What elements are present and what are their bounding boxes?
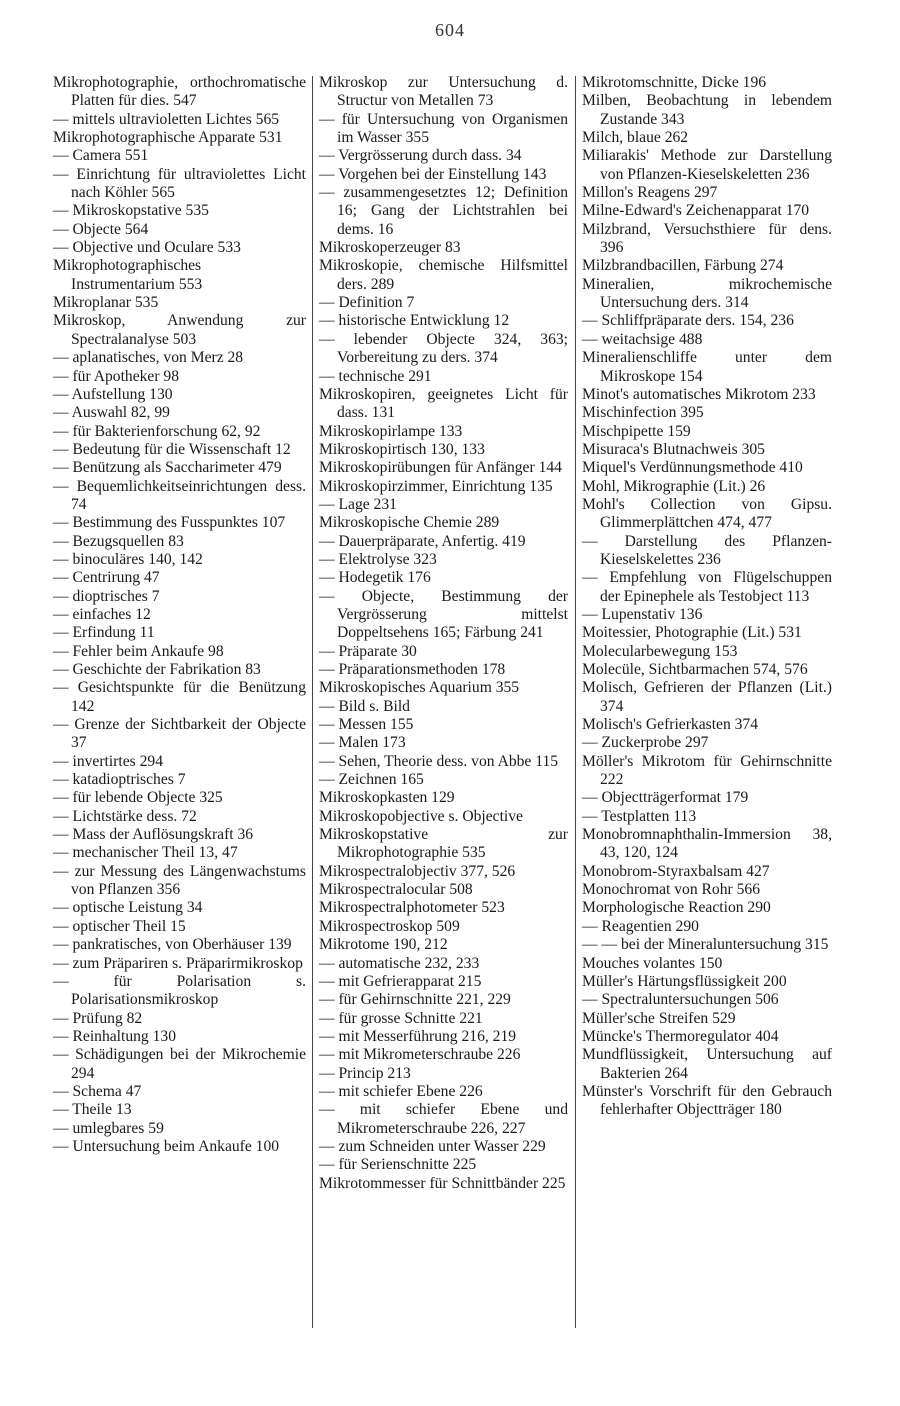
index-entry: — automatische 232, 233	[319, 954, 480, 972]
index-entry: Müller's Härtungsflüssigkeit 200	[582, 972, 787, 990]
index-entry: — mechanischer Theil 13, 47	[53, 844, 238, 862]
index-entry: — Vergrösserung durch dass. 34	[319, 147, 522, 165]
index-entry: — Objecte, Bestimmung der Vergrösserung mittelst Doppeltsehens 165; Färbung 241	[319, 587, 568, 642]
index-entry: — zusammengesetztes 12; Definition 16; Gang der Lichtstrahlen bei dems. 16	[319, 184, 568, 238]
index-entry: Molisch's Gefrierkasten 374	[582, 716, 759, 734]
index-entry: — katadioptrisches 7	[53, 771, 186, 789]
index-entry: Milzbrandbacillen, Färbung 274	[582, 257, 784, 275]
index-entry: — für Bakterienforschung 62, 92	[53, 422, 261, 440]
index-entry: — für grosse Schnitte 221	[319, 1009, 483, 1027]
index-entry: — für Serienschnitte 225	[319, 1156, 477, 1174]
index-entry: Mikroskopirübungen für Anfänger 144	[319, 459, 562, 477]
index-entry: — mittels ultravioletten Lichtes 565	[53, 110, 280, 128]
index-entry: — für Untersuchung von Organismen im Wasser 355	[319, 110, 568, 147]
index-entry: Mikrotomschnitte, Dicke 196	[582, 74, 767, 91]
index-entry: Mikroskop zur Untersuchung d. Structur von Metallen 73	[319, 74, 568, 110]
index-entry: — historische Entwicklung 12	[319, 312, 510, 330]
index-entry: — optischer Theil 15	[53, 917, 186, 935]
index-entry: Mischinfection 395	[582, 404, 704, 422]
index-entry: — Mikroskopstative 535	[53, 202, 209, 220]
index-entry: — einfaches 12	[53, 605, 151, 623]
index-entry: Mikroskopkasten 129	[319, 789, 455, 807]
index-entry: — Bedeutung für die Wissenschaft 12	[53, 440, 291, 458]
index-entry: Mikrotome 190, 212	[319, 936, 448, 954]
index-entry: Mikroskopisches Aquarium 355	[319, 679, 520, 697]
index-entry: — Objectträgerformat 179	[582, 789, 749, 807]
page-number: 604	[435, 20, 465, 40]
index-entry: Monobrom-Styraxbalsam 427	[582, 862, 770, 880]
index-entry: Mikroskopirlampe 133	[319, 422, 463, 440]
index-entry: — Prüfung 82	[53, 1009, 143, 1027]
index-entry: — für Polarisation s. Polarisationsmikroskop	[53, 972, 306, 1009]
index-entry: Mineralien, mikrochemische Untersuchung ders. 314	[582, 275, 832, 312]
index-entry: — Definition 7	[319, 294, 415, 312]
index-entry: Mikroskopstative zur Mikrophotographie 535	[319, 826, 568, 862]
index-entry: — optische Leistung 34	[53, 899, 203, 917]
index-entry: — Lupenstativ 136	[582, 605, 703, 623]
index-entry: — Reagentien 290	[582, 917, 699, 935]
index-entry: Monobromnaphthalin-Immersion 38, 43, 120, 124	[582, 826, 832, 862]
index-entry: — Spectraluntersuchungen 506	[582, 991, 779, 1009]
index-entry: — Präparate 30	[319, 642, 417, 660]
index-entry: — Darstellung des Pflanzen-Kieselskelettes 236	[582, 532, 832, 568]
index-entry: — weitachsige 488	[582, 330, 703, 348]
index-entry: — Vorgehen bei der Einstellung 143	[319, 165, 547, 183]
index-entry: — Bequemlichkeitseinrichtungen dess. 74	[53, 477, 306, 513]
index-entry: Mischpipette 159	[582, 422, 691, 440]
index-entry: — Mass der Auflösungskraft 36	[53, 826, 254, 844]
index-entry: Morphologische Reaction 290	[582, 899, 771, 917]
index-entry: Mundflüssigkeit, Untersuchung auf Bakterien 264	[582, 1046, 832, 1082]
index-entry: — Präparationsmethoden 178	[319, 661, 506, 678]
index-entry: — Erfindung 11	[53, 624, 155, 642]
index-entry: Mikrospectralobjectiv 377, 526	[319, 862, 516, 880]
index-entry: — Schliffpräparate ders. 154, 236	[582, 312, 794, 330]
index-entry: — Bezugsquellen 83	[53, 532, 184, 550]
index-entry: — Aufstellung 130	[53, 385, 173, 403]
index-entry: Mikroskopirzimmer, Einrichtung 135	[319, 477, 553, 495]
column-divider	[312, 76, 313, 1328]
index-entry: Mikrospectralocular 508	[319, 881, 473, 899]
index-column-right	[582, 74, 832, 1120]
index-entry: — zum Schneiden unter Wasser 229	[319, 1137, 546, 1155]
index-entry: — Benützung als Saccharimeter 479	[53, 459, 282, 477]
index-entry: — Sehen, Theorie dess. von Abbe 115	[319, 752, 559, 770]
index-entry: — für Apotheker 98	[53, 367, 180, 385]
index-entry: — binoculäres 140, 142	[53, 550, 203, 568]
index-entry: — Geschichte der Fabrikation 83	[53, 661, 261, 678]
index-entry: — lebender Objecte 324, 363; Vorbereitung zu ders. 374	[319, 330, 568, 367]
index-entry: — mit Mikrometerschraube 226	[319, 1046, 521, 1064]
index-entry: — Empfehlung von Flügelschuppen der Epinephele als Testobject 113	[582, 569, 832, 605]
index-entry: — Hodegetik 176	[319, 569, 431, 587]
index-entry: — mit schiefer Ebene und Mikrometerschraube 226, 227	[319, 1101, 568, 1137]
index-entry: Monochromat von Rohr 566	[582, 881, 761, 899]
index-entry: — Objective und Oculare 533	[53, 239, 241, 257]
index-entry: Mikroplanar 535	[53, 294, 159, 312]
index-entry: — Bild s. Bild	[319, 697, 410, 715]
index-entry: — aplanatisches, von Merz 28	[53, 349, 244, 367]
index-entry: — Objecte 564	[53, 220, 149, 238]
index-entry: — Auswahl 82, 99	[53, 404, 170, 422]
index-entry: — Elektrolyse 323	[319, 550, 437, 568]
index-entry: — Fehler beim Ankaufe 98	[53, 642, 224, 660]
index-entry: Moitessier, Photographie (Lit.) 531	[582, 624, 802, 642]
index-entry: — Lage 231	[319, 495, 397, 513]
index-entry: Mikrophotographisches Instrumentarium 553	[53, 257, 203, 293]
index-entry: Mikroskopie, chemische Hilfsmittel ders. 289	[319, 257, 568, 293]
index-entry: — Einrichtung für ultraviolettes Licht nach Köhler 565	[53, 165, 306, 202]
index-entry: — — bei der Mineraluntersuchung 315	[582, 936, 829, 954]
index-entry: — mit Messerführung 216, 219	[319, 1027, 517, 1045]
index-entry: Misuraca's Blutnachweis 305	[582, 440, 765, 458]
index-entry: — Centrirung 47	[53, 569, 160, 587]
index-entry: — Schädigungen bei der Mikrochemie 294	[53, 1046, 306, 1082]
index-entry: — mit Gefrierapparat 215	[319, 972, 482, 990]
index-column-left	[53, 74, 306, 1156]
index-entry: — Malen 173	[319, 734, 406, 752]
index-entry: — pankratisches, von Oberhäuser 139	[53, 936, 292, 954]
index-entry: Miquel's Verdünnungsmethode 410	[582, 459, 803, 477]
index-entry: — Messen 155	[319, 716, 414, 734]
index-entry: — Testplatten 113	[582, 807, 697, 825]
index-entry: Mikrospectralphotometer 523	[319, 899, 505, 917]
index-entry: Müncke's Thermoregulator 404	[582, 1027, 779, 1045]
index-entry: Mikroskopische Chemie 289	[319, 514, 500, 532]
index-entry: Mohl's Collection von Gipsu. Glimmerplättchen 474, 477	[582, 495, 832, 532]
index-entry: Mikrophotographische Apparate 531	[53, 129, 283, 147]
index-entry: — invertirtes 294	[53, 752, 164, 770]
index-entry: — Zuckerprobe 297	[582, 734, 709, 752]
index-entry: — Camera 551	[53, 147, 149, 165]
index-entry: Milzbrand, Versuchsthiere für dens. 396	[582, 220, 832, 257]
index-entry: Molisch, Gefrieren der Pflanzen (Lit.) 374	[582, 679, 832, 715]
index-entry: Molecüle, Sichtbarmachen 574, 576	[582, 661, 808, 678]
index-entry: — zum Präpariren s. Präparirmikroskop	[53, 954, 303, 972]
index-entry: — zur Messung des Längenwachstums von Pflanzen 356	[53, 862, 306, 899]
index-entry: — Untersuchung beim Ankaufe 100	[53, 1137, 280, 1155]
index-entry: — Bestimmung des Fusspunktes 107	[53, 514, 286, 532]
index-entry: Molecularbewegung 153	[582, 642, 738, 660]
index-entry: Mikroskopobjective s. Objective	[319, 807, 523, 825]
index-entry: Milch, blaue 262	[582, 129, 689, 147]
index-entry: Münster's Vorschrift für den Gebrauch fehlerhafter Objectträger 180	[582, 1082, 832, 1119]
index-entry: Mikroskop, Anwendung zur Spectralanalyse 503	[53, 312, 306, 348]
index-entry: — Princip 213	[319, 1064, 411, 1082]
index-entry: — Zeichnen 165	[319, 771, 424, 789]
index-entry: — Reinhaltung 130	[53, 1027, 177, 1045]
index-entry: Milne-Edward's Zeichenapparat 170	[582, 202, 810, 220]
index-entry: — dioptrisches 7	[53, 587, 160, 605]
index-entry: — für Gehirnschnitte 221, 229	[319, 991, 511, 1009]
index-entry: — Grenze der Sichtbarkeit der Objecte 37	[53, 716, 306, 752]
index-entry: — Schema 47	[53, 1082, 142, 1100]
index-entry: — umlegbares 59	[53, 1119, 164, 1137]
index-entry: Millon's Reagens 297	[582, 184, 718, 202]
index-entry: Miliarakis' Methode zur Darstellung von Pflanzen-Kieselskeletten 236	[582, 147, 832, 183]
index-entry: Mikroskopirtisch 130, 133	[319, 440, 485, 458]
index-entry: Mikrotommesser für Schnittbänder 225	[319, 1174, 566, 1192]
index-entry: Mikroskoperzeuger 83	[319, 239, 461, 257]
index-entry: — Lichtstärke dess. 72	[53, 807, 197, 825]
index-entry: Milben, Beobachtung in lebendem Zustande 343	[582, 92, 832, 128]
index-entry: Möller's Mikrotom für Gehirnschnitte 222	[582, 752, 832, 789]
index-entry: Mikrophotographie, orthochromatische Platten für dies. 547	[53, 74, 306, 110]
index-entry: Mouches volantes 150	[582, 954, 723, 972]
index-entry: Müller'sche Streifen 529	[582, 1009, 736, 1027]
index-entry: — technische 291	[319, 367, 432, 385]
index-entry: — Dauerpräparate, Anfertig. 419	[319, 532, 526, 550]
index-entry: — mit schiefer Ebene 226	[319, 1082, 483, 1100]
index-entry: Mineralienschliffe unter dem Mikroskope 154	[582, 349, 832, 385]
index-column-middle	[319, 74, 568, 1193]
index-entry: — Theile 13	[53, 1101, 132, 1119]
index-entry: Mohl, Mikrographie (Lit.) 26	[582, 477, 766, 495]
index-entry: Mikroskopiren, geeignetes Licht für dass. 131	[319, 385, 568, 422]
index-entry: — Gesichtspunkte für die Benützung 142	[53, 679, 306, 715]
index-entry: Mikrospectroskop 509	[319, 917, 460, 935]
index-entry: — für lebende Objecte 325	[53, 789, 223, 807]
index-entry: Minot's automatisches Mikrotom 233	[582, 385, 816, 403]
column-divider	[575, 76, 576, 1328]
